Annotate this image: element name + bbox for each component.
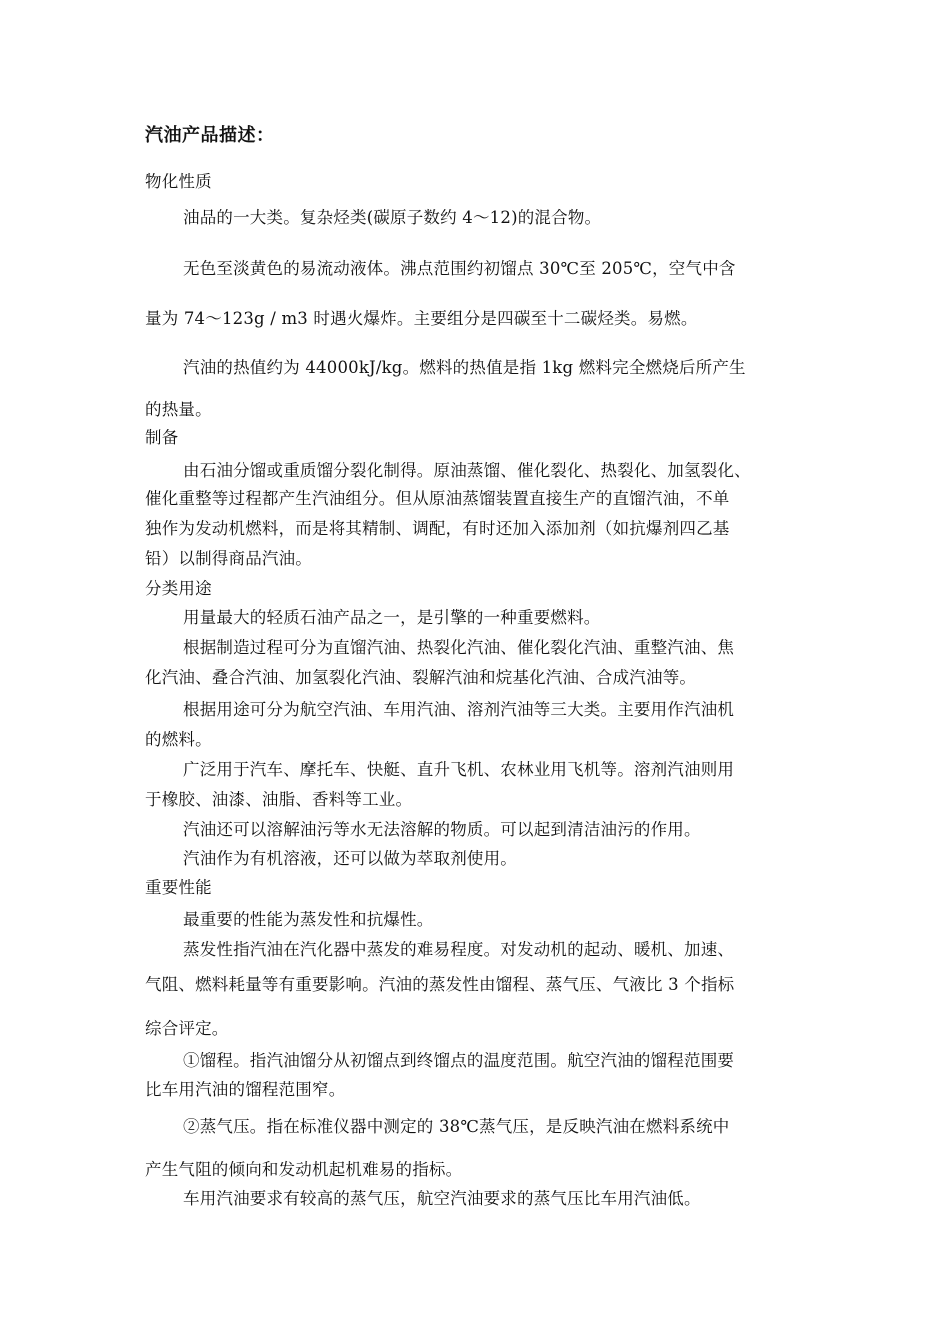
text-line: 根据用途可分为航空汽油、车用汽油、溶剂汽油等三大类。主要用作汽油机 [183,700,735,719]
section-heading: 制备 [145,428,179,447]
section-heading: 物化性质 [145,172,212,191]
text-line: 无色至淡黄色的易流动液体。沸点范围约初馏点 30℃至 205℃，空气中含 [183,259,736,278]
text-line: 催化重整等过程都产生汽油组分。但从原油蒸馏装置直接生产的直馏汽油，不单 [145,489,730,508]
text-line: 的燃料。 [145,730,212,749]
text-line: 汽油的热值约为 44000kJ/kg。燃料的热值是指 1kg 燃料完全燃烧后所产生 [183,358,746,377]
text-line: 比车用汽油的馏程范围窄。 [145,1080,346,1099]
section-heading: 重要性能 [145,878,212,897]
document-title: 汽油产品描述： [145,125,275,146]
text-line: 量为 74～123g / m3 时遇火爆炸。主要组分是四碳至十二碳烃类。易燃。 [145,309,698,328]
text-line: 于橡胶、油漆、油脂、香料等工业。 [145,790,413,809]
text-line: 用量最大的轻质石油产品之一，是引擎的一种重要燃料。 [183,608,601,627]
text-line: 气阻、燃料耗量等有重要影响。汽油的蒸发性由馏程、蒸气压、气液比 3 个指标 [145,975,735,994]
text-line: 油品的一大类。复杂烃类(碳原子数约 4～12)的混合物。 [183,208,602,227]
text-line: 产生气阻的倾向和发动机起机难易的指标。 [145,1160,463,1179]
text-line: ①馏程。指汽油馏分从初馏点到终馏点的温度范围。航空汽油的馏程范围要 [183,1051,735,1070]
section-heading: 分类用途 [145,579,212,598]
text-line: 由石油分馏或重质馏分裂化制得。原油蒸馏、催化裂化、热裂化、加氢裂化、 [183,461,751,480]
text-line: 的热量。 [145,400,212,419]
text-line: 蒸发性指汽油在汽化器中蒸发的难易程度。对发动机的起动、暖机、加速、 [183,940,735,959]
text-line: 铅）以制得商品汽油。 [145,549,312,568]
text-line: 广泛用于汽车、摩托车、快艇、直升飞机、农林业用飞机等。溶剂汽油则用 [183,760,735,779]
text-line: 汽油还可以溶解油污等水无法溶解的物质。可以起到清洁油污的作用。 [183,820,701,839]
text-line: 根据制造过程可分为直馏汽油、热裂化汽油、催化裂化汽油、重整汽油、焦 [183,638,735,657]
text-line: 汽油作为有机溶液，还可以做为萃取剂使用。 [183,849,517,868]
text-line: 独作为发动机燃料，而是将其精制、调配，有时还加入添加剂（如抗爆剂四乙基 [145,519,730,538]
text-line: 综合评定。 [145,1019,229,1038]
text-line: 化汽油、叠合汽油、加氢裂化汽油、裂解汽油和烷基化汽油、合成汽油等。 [145,668,697,687]
text-line: 最重要的性能为蒸发性和抗爆性。 [183,910,434,929]
text-line: ②蒸气压。指在标准仪器中测定的 38℃蒸气压，是反映汽油在燃料系统中 [183,1117,730,1136]
text-line: 车用汽油要求有较高的蒸气压，航空汽油要求的蒸气压比车用汽油低。 [183,1189,701,1208]
